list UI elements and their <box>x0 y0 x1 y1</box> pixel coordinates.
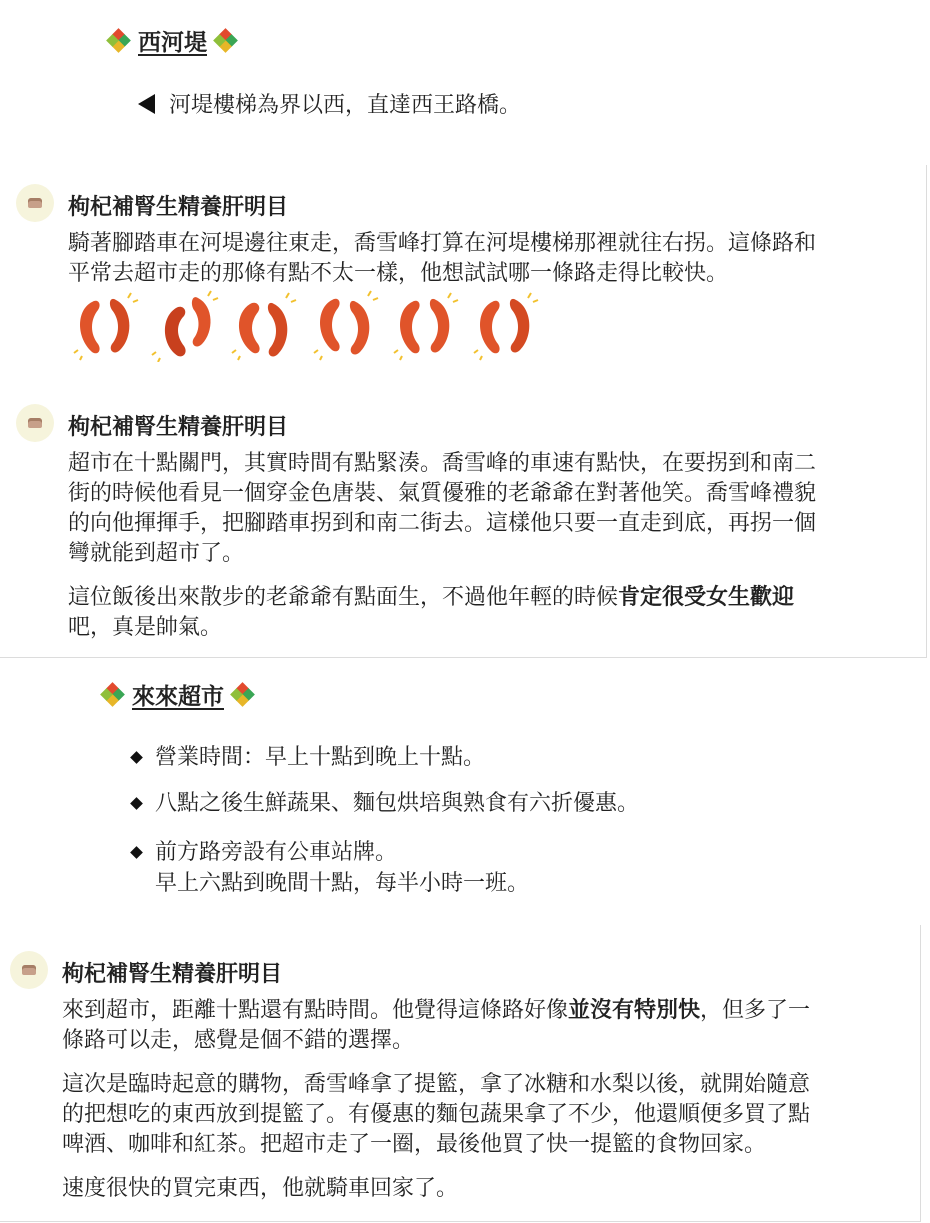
post-border <box>926 165 927 657</box>
info-bullet: 前方路旁設有公車站牌。 早上六點到晚間十點，每半小時一班。 <box>132 837 529 899</box>
post-text <box>62 1070 810 1160</box>
sausage-sticker-icon <box>230 290 300 362</box>
post-author[interactable]: 枸杞補腎生精養肝明目 <box>68 195 289 220</box>
text-line: 這位飯後出來散步的老爺爺有點面生，不過他年輕的時候肯定很受女生歡迎 <box>68 585 795 610</box>
bold-text: 肯定很受女生歡迎 <box>618 585 795 610</box>
cake-icon <box>28 418 42 428</box>
text-line: 啤酒、咖啡和紅茶。把超市走了一圈，最後他買了快一提籃的食物回家。 <box>62 1132 767 1157</box>
text-line: 吧，真是帥氣。 <box>68 615 223 640</box>
sausage-sticker-icon <box>390 290 460 362</box>
bullet-diamond-icon <box>130 846 143 859</box>
bullet-diamond-icon <box>130 751 143 764</box>
diamond-ornament-icon <box>102 684 124 706</box>
info-bullet: 營業時間：早上十點到晚上十點。 <box>132 742 485 773</box>
direction-note <box>138 88 521 119</box>
section-heading-west-embankment <box>108 24 237 57</box>
post-author[interactable]: 枸杞補腎生精養肝明目 <box>62 962 283 987</box>
post-author[interactable]: 枸杞補腎生精養肝明目 <box>68 415 289 440</box>
sausage-sticker-icon <box>310 290 380 362</box>
diamond-ornament-icon <box>215 30 237 52</box>
left-triangle-icon <box>138 94 155 114</box>
text-line: 平常去超市走的那條有點不太一樣，他想試試哪一條路走得比較快。 <box>68 261 729 286</box>
text-line: 速度很快的買完東西，他就騎車回家了。 <box>62 1176 459 1201</box>
section-title: 西河堤 <box>138 30 207 56</box>
bold-text: 並沒有特別快 <box>568 998 701 1023</box>
sausage-sticker-icon <box>70 290 140 362</box>
post-text <box>68 449 816 569</box>
text-line: 騎著腳踏車在河堤邊往東走，喬雪峰打算在河堤樓梯那裡就往右拐。這條路和 <box>68 231 817 256</box>
text-line: 街的時候他看見一個穿金色唐裝、氣質優雅的老爺爺在對著他笑。喬雪峰禮貌 <box>68 481 817 506</box>
post-border <box>920 925 921 1221</box>
post-text <box>62 1174 458 1204</box>
sausage-sticker-icon <box>470 290 540 362</box>
user-avatar[interactable] <box>16 184 54 222</box>
post-divider <box>0 657 927 658</box>
cake-icon <box>22 965 36 975</box>
text-line: 來到超市，距離十點還有點時間。他覺得這條路好像並沒有特別快，但多了一 <box>62 998 811 1023</box>
diamond-ornament-icon <box>232 684 254 706</box>
text-line: 條路可以走，感覺是個不錯的選擇。 <box>62 1028 415 1053</box>
section-title: 來來超市 <box>132 684 224 710</box>
user-avatar[interactable] <box>16 404 54 442</box>
text-line: 超市在十點關門，其實時間有點緊湊。喬雪峰的車速有點快，在要拐到和南二 <box>68 451 817 476</box>
text-line: 的向他揮揮手，把腳踏車拐到和南二街去。這樣他只要一直走到底，再拐一個 <box>68 511 817 536</box>
text-line: 的把想吃的東西放到提籃了。有優惠的麵包蔬果拿了不少，他還順便多買了點 <box>62 1102 811 1127</box>
info-bullet: 八點之後生鮮蔬果、麵包烘培與熟食有六折優惠。 <box>132 788 639 819</box>
text-line: 彎就能到超市了。 <box>68 541 245 566</box>
bullet-diamond-icon <box>130 797 143 810</box>
sausage-sticker-row <box>70 290 540 362</box>
post-text <box>68 229 816 289</box>
user-avatar[interactable] <box>10 951 48 989</box>
cake-icon <box>28 198 42 208</box>
post-divider <box>0 1221 921 1222</box>
post-text <box>62 996 810 1056</box>
direction-note-text: 河堤樓梯為界以西，直達西王路橋。 <box>169 93 522 118</box>
diamond-ornament-icon <box>108 30 130 52</box>
text-line: 這次是臨時起意的購物，喬雪峰拿了提籃，拿了冰糖和水梨以後，就開始隨意 <box>62 1072 811 1097</box>
sausage-sticker-icon <box>150 290 220 362</box>
section-heading-lailai-supermarket <box>102 678 254 711</box>
post-text <box>68 583 794 643</box>
